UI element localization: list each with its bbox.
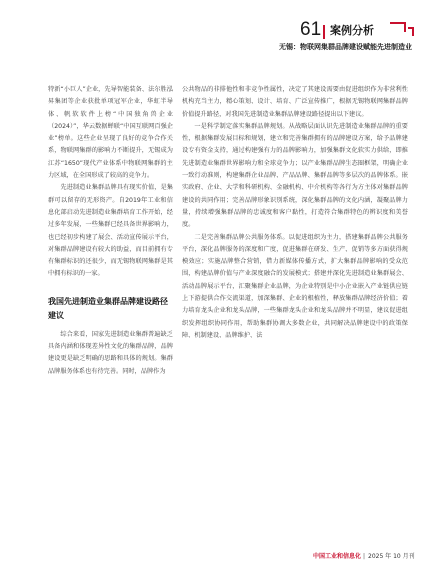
paragraph: 先进制造业集群品牌具有现实价值，是集群可以留存的无形资产。自2019年工业和信息化部启动先进制造业集群培育工作开始，经过多年发展，一些集群已经具备世界影响力，也已经初步构建了展会、活动宣传展示平台，对集群品牌建设有较大的助益，而目前拥有专有集群标识的还很少，而无锡物联网集群是其中拥有标识的一家。 <box>48 184 173 278</box>
header-divider <box>323 25 325 39</box>
section-name: 案例分析 <box>330 24 374 37</box>
footer-separator: | <box>363 553 366 560</box>
paragraph: 公共物品的非排他性和非竞争性属性，决定了其建设需要由促进组织作为非营利性机构充当主力，精心策划、设计、培育、广泛宣传推广，根据无锡物联网集群品牌价值提升路径，对我国先进制造业集群品牌建设路径提出以下建议。 <box>182 86 408 118</box>
journal-name: 中国工业和信息化 <box>313 553 362 560</box>
paragraph: 一是科学制定落实集群品牌规划。从战略层面认识先进制造业集群品牌的重要性，根据集群发展目标和规划，建立和完善集群拥有的品牌建设方案，给予品牌建设专有资金支持，通过构建强有力的品牌影响力，加强集群文化软实力供给，即推先进制造业集群世界影响力和全球竞争力；以产业集群品牌生态圈框架，明确企业一致行动准则，构建集群企业品牌、产品品牌、集群品牌等多层次的品牌体系。嵌实政府、企业、大学和科研机构、金融机构、中介机构等各行为方主体对集群品牌建设的共同作用；完善品牌形象识别系统，深化集群品牌的文化内涵，凝聚品牌力量，持续增强集群品牌的忠诚度和客户黏性，打造符合集群特色的辨识度和美誉度。 <box>182 122 408 229</box>
article-title: 无锡：物联网集群品牌建设赋能先进制造业 <box>279 43 412 51</box>
section-heading: 我国先进制造业集群品牌建设路径建议 <box>48 296 168 320</box>
right-column <box>182 84 408 342</box>
page-header <box>0 0 427 60</box>
left-column <box>48 84 173 378</box>
page-footer <box>0 552 427 572</box>
corner-decoration-icon <box>390 22 414 36</box>
paragraph: 二是完善集群品牌公共服务体系。以促进组织为主力，搭建集群品牌公共服务平台，深化品牌服务的深度和广度，促进集群在研发、生产、促销等多方面获得规模效应；实施品牌整合营销，借力新媒体传播方式，扩大集群品牌影响的受众范围，构建品牌价值与产业深度融合的发展模式；搭建并深化先进制造业集群展会、活动品牌展示平台，汇聚集群企业品牌，为企业特别是中小企业嵌入产业链供应链上下游提供合作交流渠道，加深集群、企业的根植性，释放集群品牌经济价值；着力培育龙头企业和龙头品牌，一些集群龙头企业和龙头品牌并不明显，建议促进组织发挥组织协同作用，帮助集群协调大多数企业，共同解决品牌建设中的政策保障、机制建设、品牌维护、法 <box>182 233 408 339</box>
paragraph: 特新“小巨人”企业，先导智能装备、法尔胜泓昇集团等企业获批单项冠军企业，华虹半导体、帆软软件上榜“中国独角兽企业（2024）”，华云数据蝉联“中国互联网百强企业”榜单。这些企业呈现了良好的竞争合作关系，物联网集群的影响力不断提升，无锡成为江苏“1650”现代产业体系中物联网集群的主力区域，在全国形成了较高的竞争力。 <box>48 86 173 180</box>
paragraph: 综合来看，国家先进制造业集群普遍缺乏具备内涵和体现差异性文化的集群品牌，品牌建设更是缺乏明确的思路和具体的规划。集群品牌服务体系也有待完善。同时，品牌作为 <box>48 330 173 375</box>
issue-info: 2025 年 10 月刊 <box>368 553 415 560</box>
page-number: 61 <box>300 19 322 40</box>
